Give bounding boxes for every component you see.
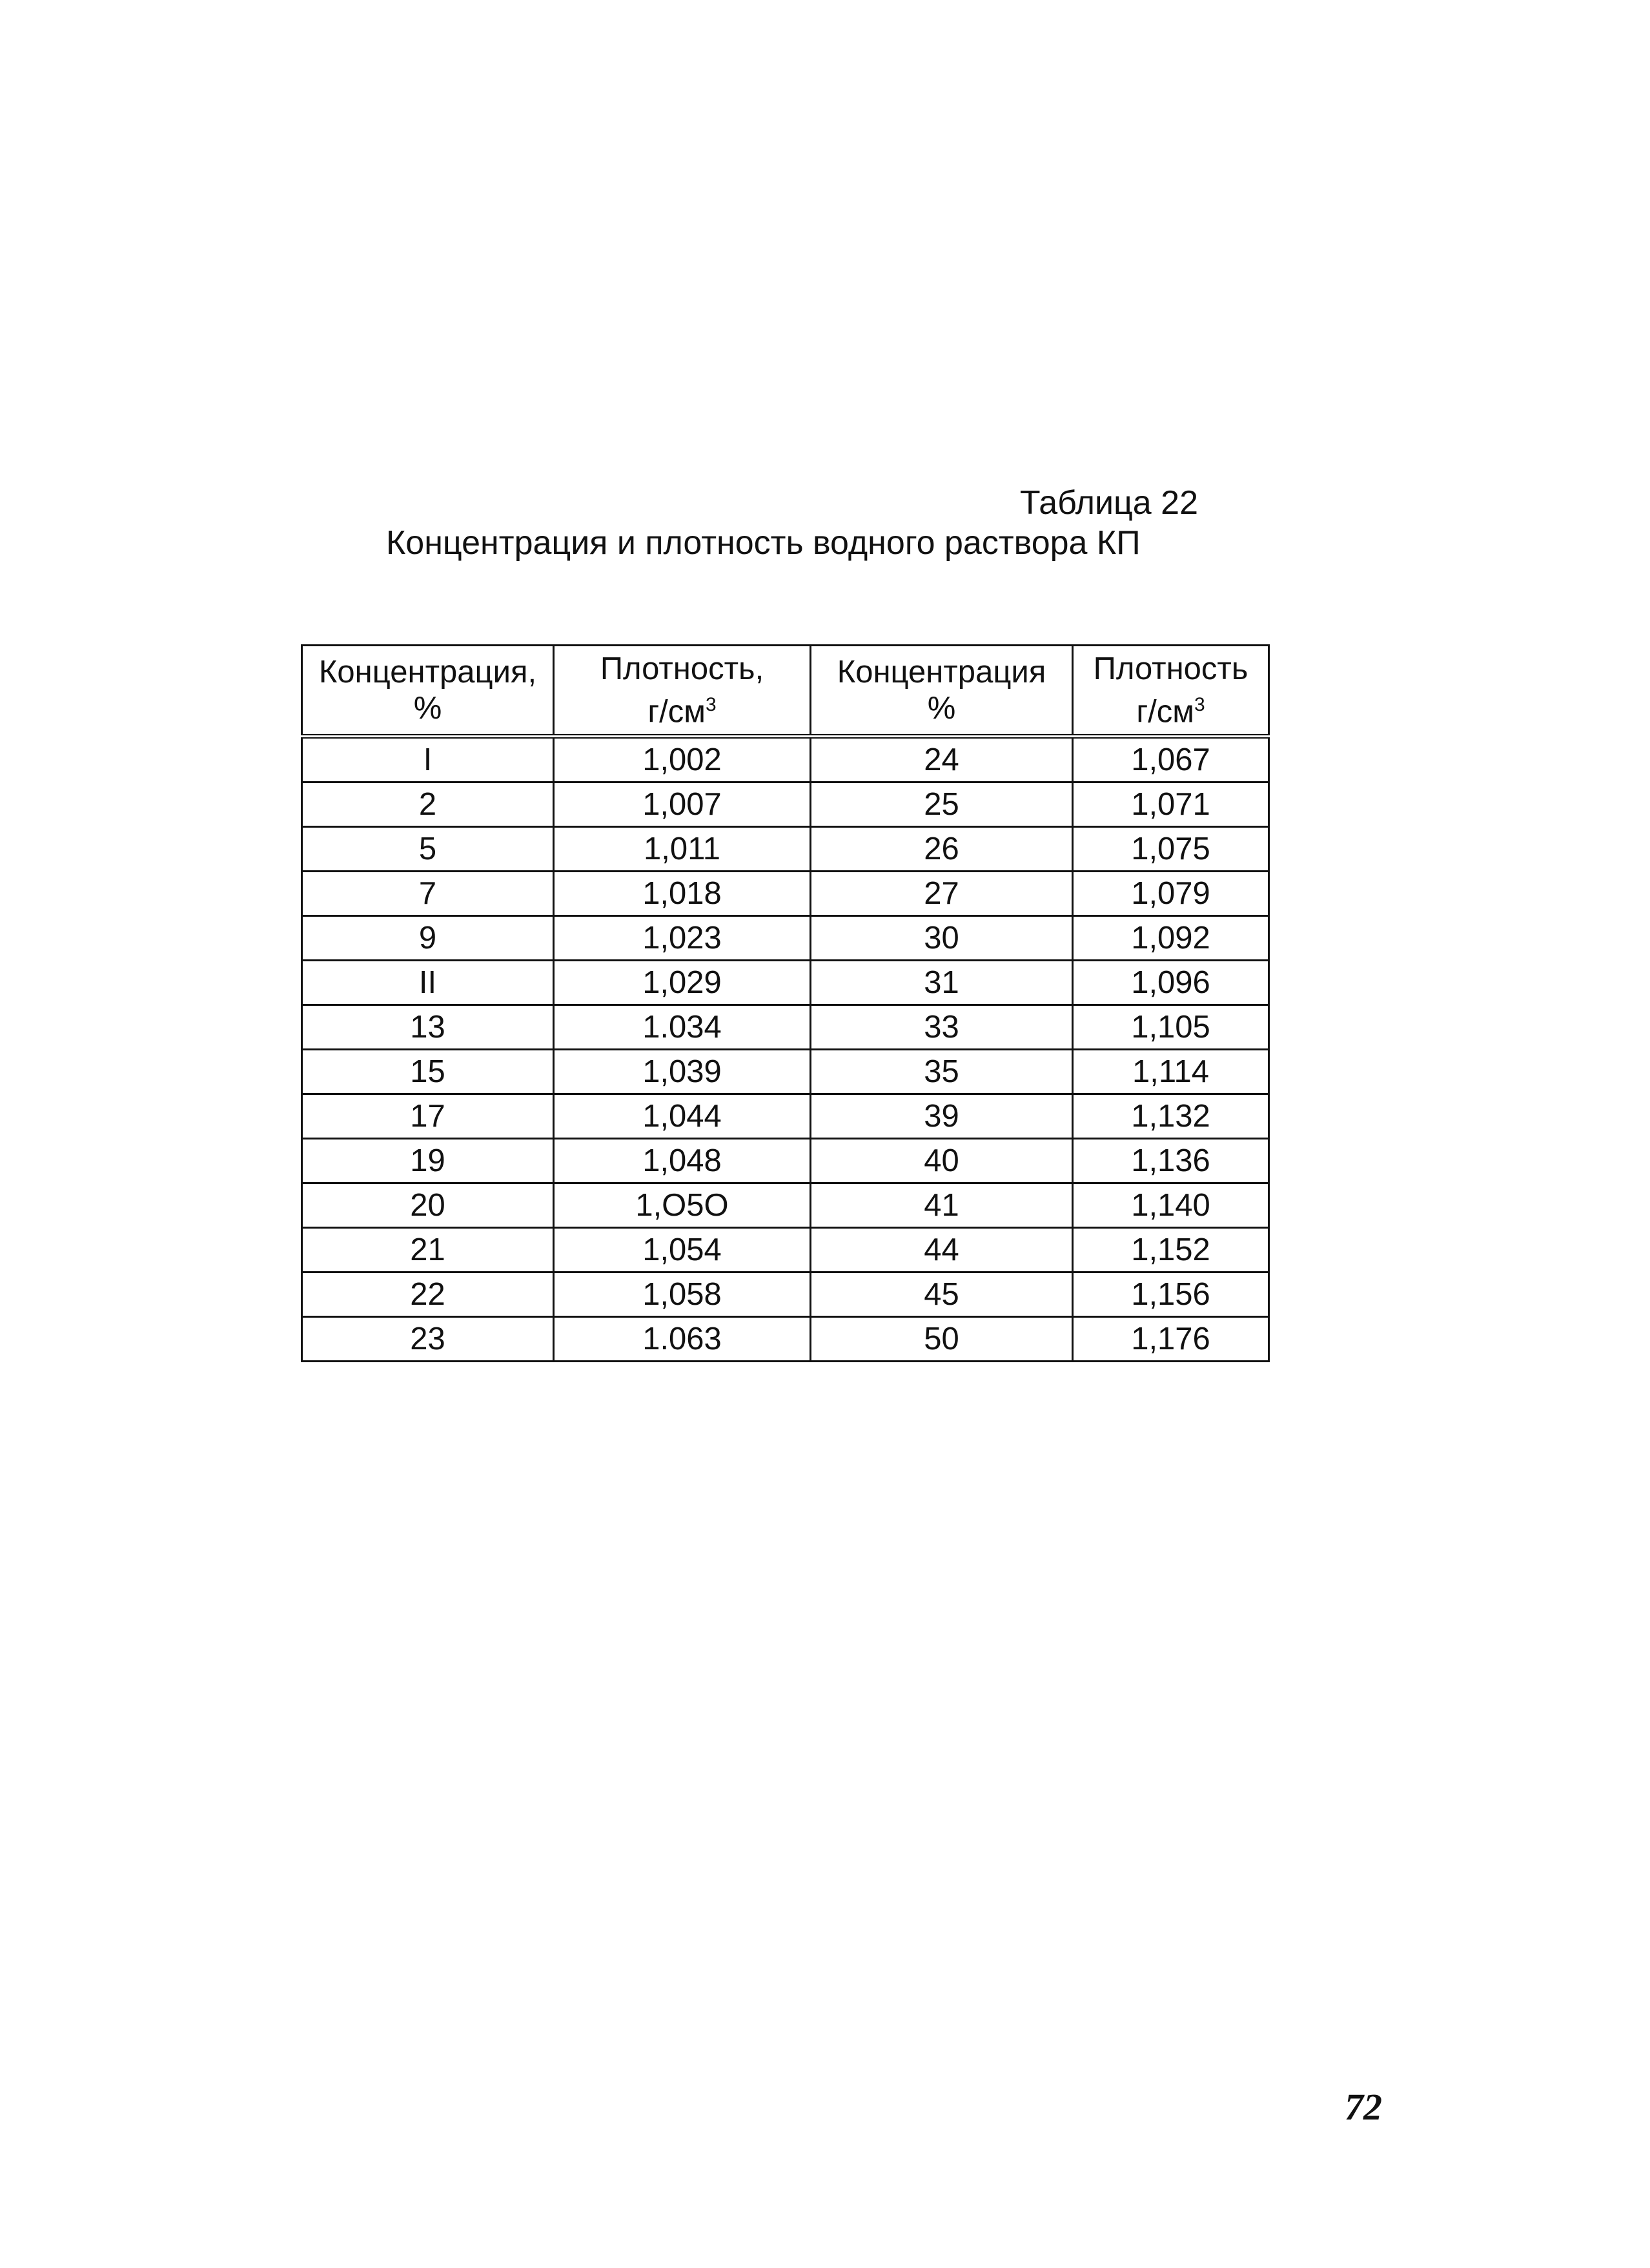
concentration-cell: 24	[811, 737, 1073, 782]
concentration-cell: 45	[811, 1272, 1073, 1317]
density-cell: 1,140	[1073, 1183, 1269, 1228]
table-row	[302, 1272, 1269, 1317]
header-unit: %	[927, 691, 956, 726]
density-cell: 1,136	[1073, 1139, 1269, 1183]
density-cell: 1,007	[554, 782, 811, 827]
table-row	[302, 1050, 1269, 1094]
table-row	[302, 872, 1269, 916]
header-label: Концентрация	[837, 655, 1046, 690]
concentration-cell: 35	[811, 1050, 1073, 1094]
density-cell: 1,092	[1073, 916, 1269, 961]
header-unit-superscript: 3	[706, 693, 717, 715]
concentration-cell: 21	[302, 1228, 554, 1272]
table-row	[302, 827, 1269, 872]
concentration-cell: 41	[811, 1183, 1073, 1228]
concentration-cell: 22	[302, 1272, 554, 1317]
header-unit-superscript: 3	[1194, 693, 1205, 715]
concentration-cell: 44	[811, 1228, 1073, 1272]
density-cell: 1,075	[1073, 827, 1269, 872]
table-body	[302, 737, 1269, 1362]
table-caption: Концентрация и плотность водного раствора КП	[386, 524, 1141, 562]
header-unit: г/см	[647, 694, 706, 730]
density-cell: 1,071	[1073, 782, 1269, 827]
density-cell: 1,044	[554, 1094, 811, 1139]
density-cell: 1,048	[554, 1139, 811, 1183]
density-cell: 1,156	[1073, 1272, 1269, 1317]
header-concentration-2	[811, 646, 1073, 737]
density-cell: 1,023	[554, 916, 811, 961]
concentration-cell: 27	[811, 872, 1073, 916]
header-density-2	[1073, 646, 1269, 737]
concentration-cell: II	[302, 961, 554, 1005]
concentration-cell: 40	[811, 1139, 1073, 1183]
table-row	[302, 1094, 1269, 1139]
concentration-cell: 20	[302, 1183, 554, 1228]
concentration-cell: 26	[811, 827, 1073, 872]
concentration-cell: 9	[302, 916, 554, 961]
concentration-cell: I	[302, 737, 554, 782]
concentration-cell: 39	[811, 1094, 1073, 1139]
table-row	[302, 1317, 1269, 1362]
density-cell: 1.034	[554, 1005, 811, 1050]
concentration-cell: 19	[302, 1139, 554, 1183]
concentration-cell: 7	[302, 872, 554, 916]
header-label: Плотность,	[600, 651, 764, 686]
density-cell: 1,029	[554, 961, 811, 1005]
header-label: Концентрация,	[318, 655, 537, 690]
density-cell: 1.063	[554, 1317, 811, 1362]
concentration-cell: 13	[302, 1005, 554, 1050]
table-row	[302, 1183, 1269, 1228]
density-cell: 1,039	[554, 1050, 811, 1094]
table-number: Таблица 22	[1019, 484, 1198, 522]
density-cell: 1,096	[1073, 961, 1269, 1005]
density-cell: 1,058	[554, 1272, 811, 1317]
density-cell: 1,O5O	[554, 1183, 811, 1228]
density-cell: 1,176	[1073, 1317, 1269, 1362]
table-row	[302, 1139, 1269, 1183]
header-concentration-1	[302, 646, 554, 737]
header-unit: г/см	[1136, 694, 1194, 730]
density-cell: 1,054	[554, 1228, 811, 1272]
density-cell: 1,067	[1073, 737, 1269, 782]
table-row	[302, 916, 1269, 961]
table-row	[302, 1005, 1269, 1050]
density-cell: 1,011	[554, 827, 811, 872]
table-row	[302, 737, 1269, 782]
table-row	[302, 961, 1269, 1005]
table-header-row	[302, 646, 1269, 737]
concentration-cell: 2	[302, 782, 554, 827]
table-row	[302, 782, 1269, 827]
concentration-cell: 17	[302, 1094, 554, 1139]
concentration-cell: 50	[811, 1317, 1073, 1362]
density-cell: 1,114	[1073, 1050, 1269, 1094]
density-cell: 1,132	[1073, 1094, 1269, 1139]
header-label: Плотность	[1093, 651, 1248, 686]
density-cell: 1,079	[1073, 872, 1269, 916]
concentration-cell: 33	[811, 1005, 1073, 1050]
density-cell: 1,105	[1073, 1005, 1269, 1050]
concentration-cell: 15	[302, 1050, 554, 1094]
density-cell: 1,018	[554, 872, 811, 916]
concentration-cell: 5	[302, 827, 554, 872]
density-table	[301, 644, 1270, 1362]
header-density-1	[554, 646, 811, 737]
concentration-cell: 25	[811, 782, 1073, 827]
concentration-cell: 30	[811, 916, 1073, 961]
page-number: 72	[1345, 2086, 1382, 2128]
header-unit: %	[413, 691, 442, 726]
concentration-cell: 23	[302, 1317, 554, 1362]
concentration-cell: 31	[811, 961, 1073, 1005]
density-cell: 1,152	[1073, 1228, 1269, 1272]
table-row	[302, 1228, 1269, 1272]
density-cell: 1,002	[554, 737, 811, 782]
